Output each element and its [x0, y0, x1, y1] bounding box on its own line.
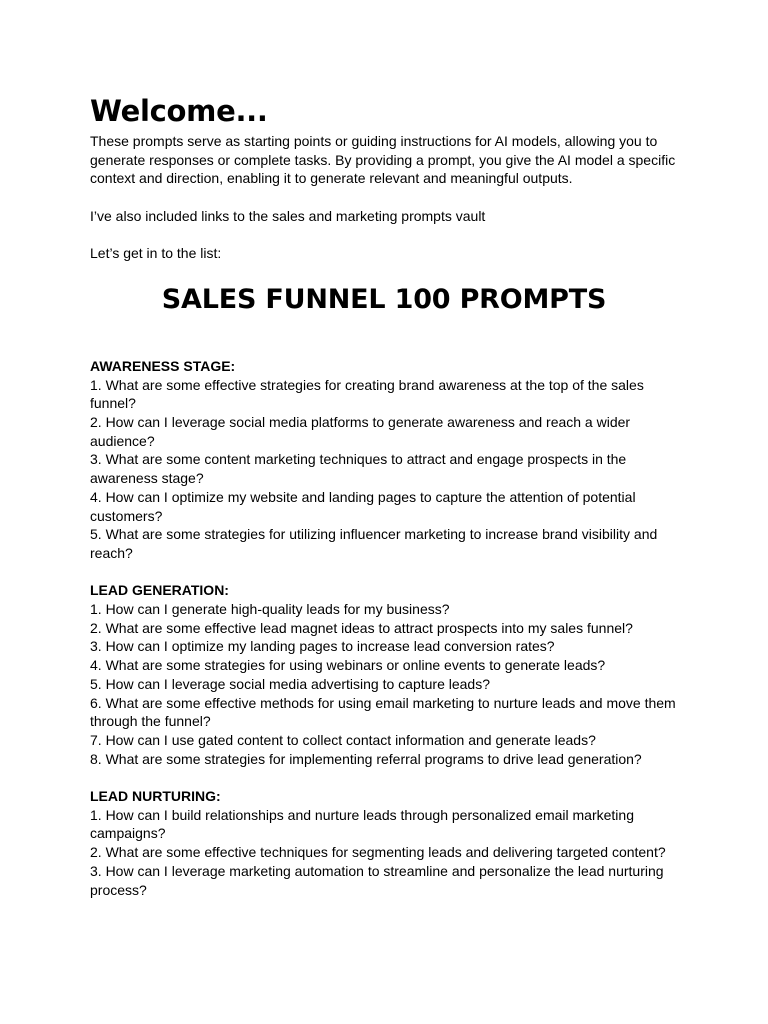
prompt-item: 1. How can I generate high-quality leads for my business?	[90, 601, 450, 618]
section-title: LEAD GENERATION:	[90, 582, 229, 599]
welcome-heading: Welcome...	[90, 94, 268, 128]
prompt-item: 1. What are some effective strategies for creating brand awareness at the top of the sales funnel?	[90, 376, 644, 412]
prompt-sections	[90, 357, 680, 899]
links-note: I’ve also included links to the sales and marketing prompts vault	[90, 207, 486, 224]
prompt-item: 3. What are some content marketing techniques to attract and engage prospects in the awareness stage?	[90, 451, 627, 487]
main-title: SALES FUNNEL 100 PROMPTS	[161, 283, 607, 315]
prompt-item: 2. What are some effective techniques for segmenting leads and delivering targeted content?	[90, 844, 666, 861]
prompt-item: 8. What are some strategies for implementing referral programs to drive lead generation?	[90, 750, 642, 767]
prompt-item: 6. What are some effective methods for using email marketing to nurture leads and move them through the funnel?	[90, 694, 676, 730]
list-intro: Let’s get in to the list:	[90, 245, 222, 262]
prompt-item: 5. What are some strategies for utilizing influencer marketing to increase brand visibility and reach?	[90, 526, 658, 561]
spacer	[90, 188, 680, 207]
prompt-item: 3. How can I leverage marketing automation to streamline and personalize the lead nurturing process?	[90, 862, 664, 898]
prompt-section	[90, 581, 680, 768]
prompt-item: 7. How can I use gated content to collect contact information and generate leads?	[90, 731, 596, 748]
document-page	[90, 94, 680, 918]
prompt-item: 4. What are some strategies for using webinars or online events to generate leads?	[90, 657, 606, 674]
prompt-item: 1. How can I build relationships and nurture leads through personalized email marketing campaigns?	[90, 806, 634, 842]
section-title: LEAD NURTURING:	[90, 788, 221, 805]
prompt-section	[90, 787, 680, 899]
section-title: AWARENESS STAGE:	[90, 357, 236, 374]
prompt-item: 4. How can I optimize my website and landing pages to capture the attention of potential customers?	[90, 488, 636, 524]
intro-paragraph: These prompts serve as starting points or guiding instructions for AI models, allowing you to generate responses or complete tasks. By providing a prompt, you give the AI model a specific context and direction, enabling it to generate relevant and meaningful outputs.	[90, 133, 676, 187]
prompt-section	[90, 357, 680, 563]
prompt-item: 5. How can I leverage social media advertising to capture leads?	[90, 675, 490, 692]
spacer	[90, 226, 680, 245]
prompt-item: 3. How can I optimize my landing pages to increase lead conversion rates?	[90, 638, 555, 655]
prompt-item: 2. How can I leverage social media platforms to generate awareness and reach a wider audience?	[90, 414, 631, 449]
prompt-item: 2. What are some effective lead magnet ideas to attract prospects into my sales funnel?	[90, 619, 633, 636]
